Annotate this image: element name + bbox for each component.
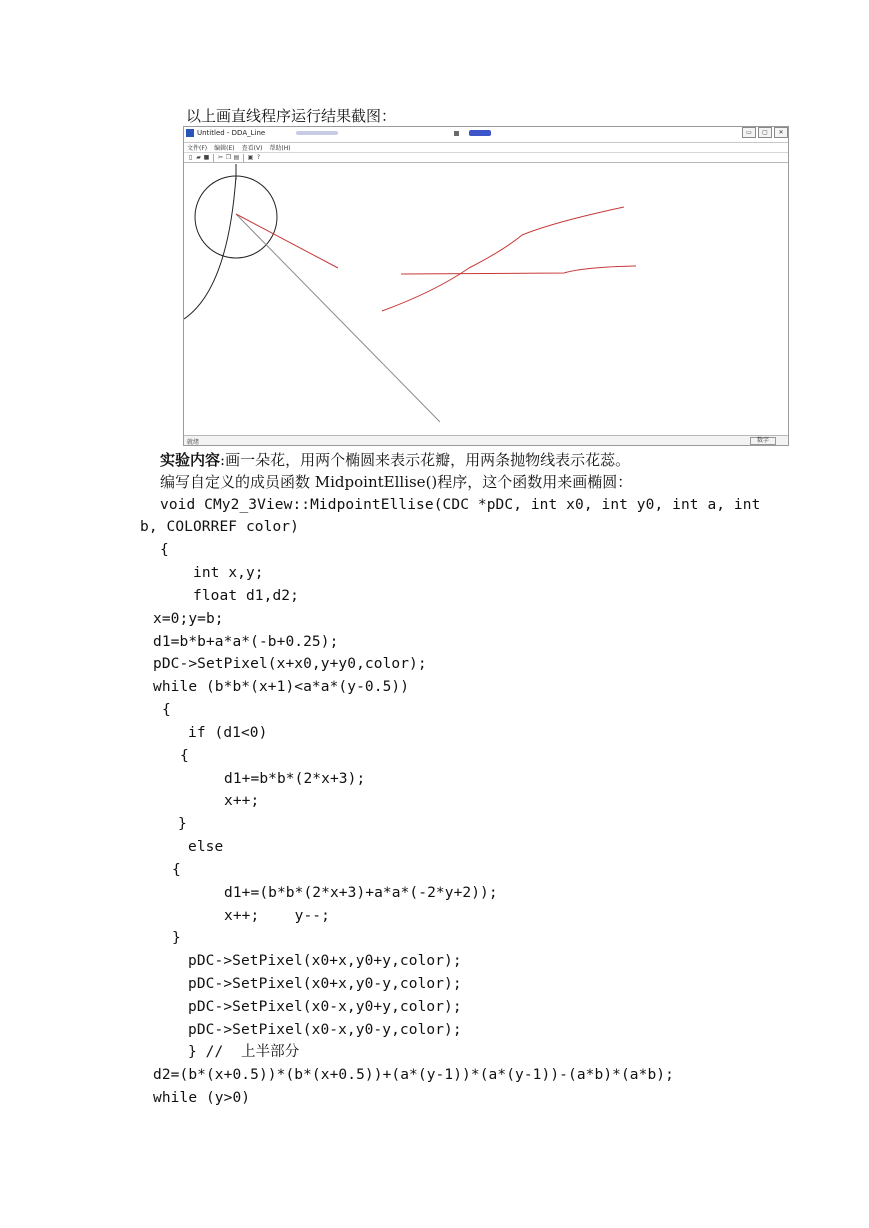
toolbar [184,152,788,163]
content-text: :画一朵花，用两个椭圆来表示花瓣，用两条抛物线表示花蕊。 [220,451,631,469]
code-line: pDC->SetPixel(x0+x,y0-y,color); [188,976,462,992]
drawing-canvas [184,164,788,437]
menu-bar [184,142,788,151]
code-line: void CMy2_3View::MidpointEllise(CDC *pDC, int x0, int y0, int a, int [160,497,761,513]
code-line: b, COLORREF color) [140,519,299,535]
status-text: 就绪 [187,439,200,446]
code-line: { [160,542,169,558]
black-arc [184,176,236,319]
num-lock-indicator: 数字 [750,437,776,445]
menu-edit[interactable]: 编辑(E) [214,144,235,152]
code-line: { [162,702,171,718]
intro-caption: 以上画直线程序运行结果截图： [186,107,397,125]
content-paragraph [160,451,630,469]
new-file-icon[interactable]: ▯ [188,154,193,161]
cut-icon[interactable]: ✂ [217,154,224,161]
code-line: pDC->SetPixel(x0+x,y0+y,color); [188,953,462,969]
minimize-button[interactable]: ▭ [742,127,756,138]
blurred-title-area [296,131,338,135]
red-line-short [236,214,338,268]
window-title: Untitled - DDA_Line [197,129,266,137]
status-bar [184,435,788,445]
red-polyline-lower [401,266,636,274]
app-icon [186,129,194,137]
blurred-mark [454,131,459,136]
app-window [183,126,789,446]
content-label: 实验内容 [160,451,221,469]
code-line: pDC->SetPixel(x0-x,y0-y,color); [188,1022,462,1038]
window-controls [742,127,788,139]
program-screenshot [183,126,789,446]
help-icon[interactable]: ? [256,154,261,161]
toolbar-separator [243,154,244,162]
title-bar [184,127,788,141]
code-line: float d1,d2; [193,588,299,604]
close-button[interactable]: ✕ [774,127,788,138]
code-line: } [178,816,187,832]
code-line: if (d1<0) [188,725,268,741]
code-line: else [188,839,224,855]
blurred-badge [469,130,491,136]
open-folder-icon[interactable]: ▰ [196,154,201,161]
print-icon[interactable]: ▣ [247,154,254,161]
code-line: x++; [224,793,260,809]
code-line: d1+=(b*b*(2*x+3)+a*a*(-2*y+2)); [224,885,498,901]
description: 编写自定义的成员函数 MidpointEllise()程序，这个函数用来画椭圆： [160,473,633,491]
code-line: while (b*b*(x+1)<a*a*(y-0.5)) [153,679,410,695]
code-line: int x,y; [193,565,264,581]
paste-icon[interactable]: ▤ [233,154,240,161]
code-line: d1=b*b+a*a*(-b+0.25); [153,634,339,650]
menu-view[interactable]: 查看(V) [241,144,263,152]
code-line: { [172,862,181,878]
code-line: d2=(b*(x+0.5))*(b*(x+0.5))+(a*(y-1))*(a*(y-1))-(a*b)*(a*b); [153,1067,674,1083]
code-line: } [172,930,181,946]
code-line: d1+=b*b*(2*x+3); [224,771,366,787]
gray-line [236,214,440,422]
code-line: x=0;y=b; [153,611,224,627]
menu-file[interactable]: 文件(F) [187,144,208,152]
red-polyline-upper [382,207,624,311]
code-line: } // 上半部分 [188,1044,300,1060]
code-line: pDC->SetPixel(x0-x,y0+y,color); [188,999,462,1015]
maximize-button[interactable]: ▢ [758,127,772,138]
code-line: while (y>0) [153,1090,251,1106]
code-line: x++; y--; [224,908,330,924]
copy-icon[interactable]: ❐ [225,154,232,161]
black-circle [195,176,277,258]
toolbar-separator [213,154,214,162]
code-line: pDC->SetPixel(x+x0,y+y0,color); [153,656,427,672]
code-line: { [180,748,189,764]
menu-help[interactable]: 帮助(H) [269,144,291,152]
save-icon[interactable]: ■ [203,154,210,161]
